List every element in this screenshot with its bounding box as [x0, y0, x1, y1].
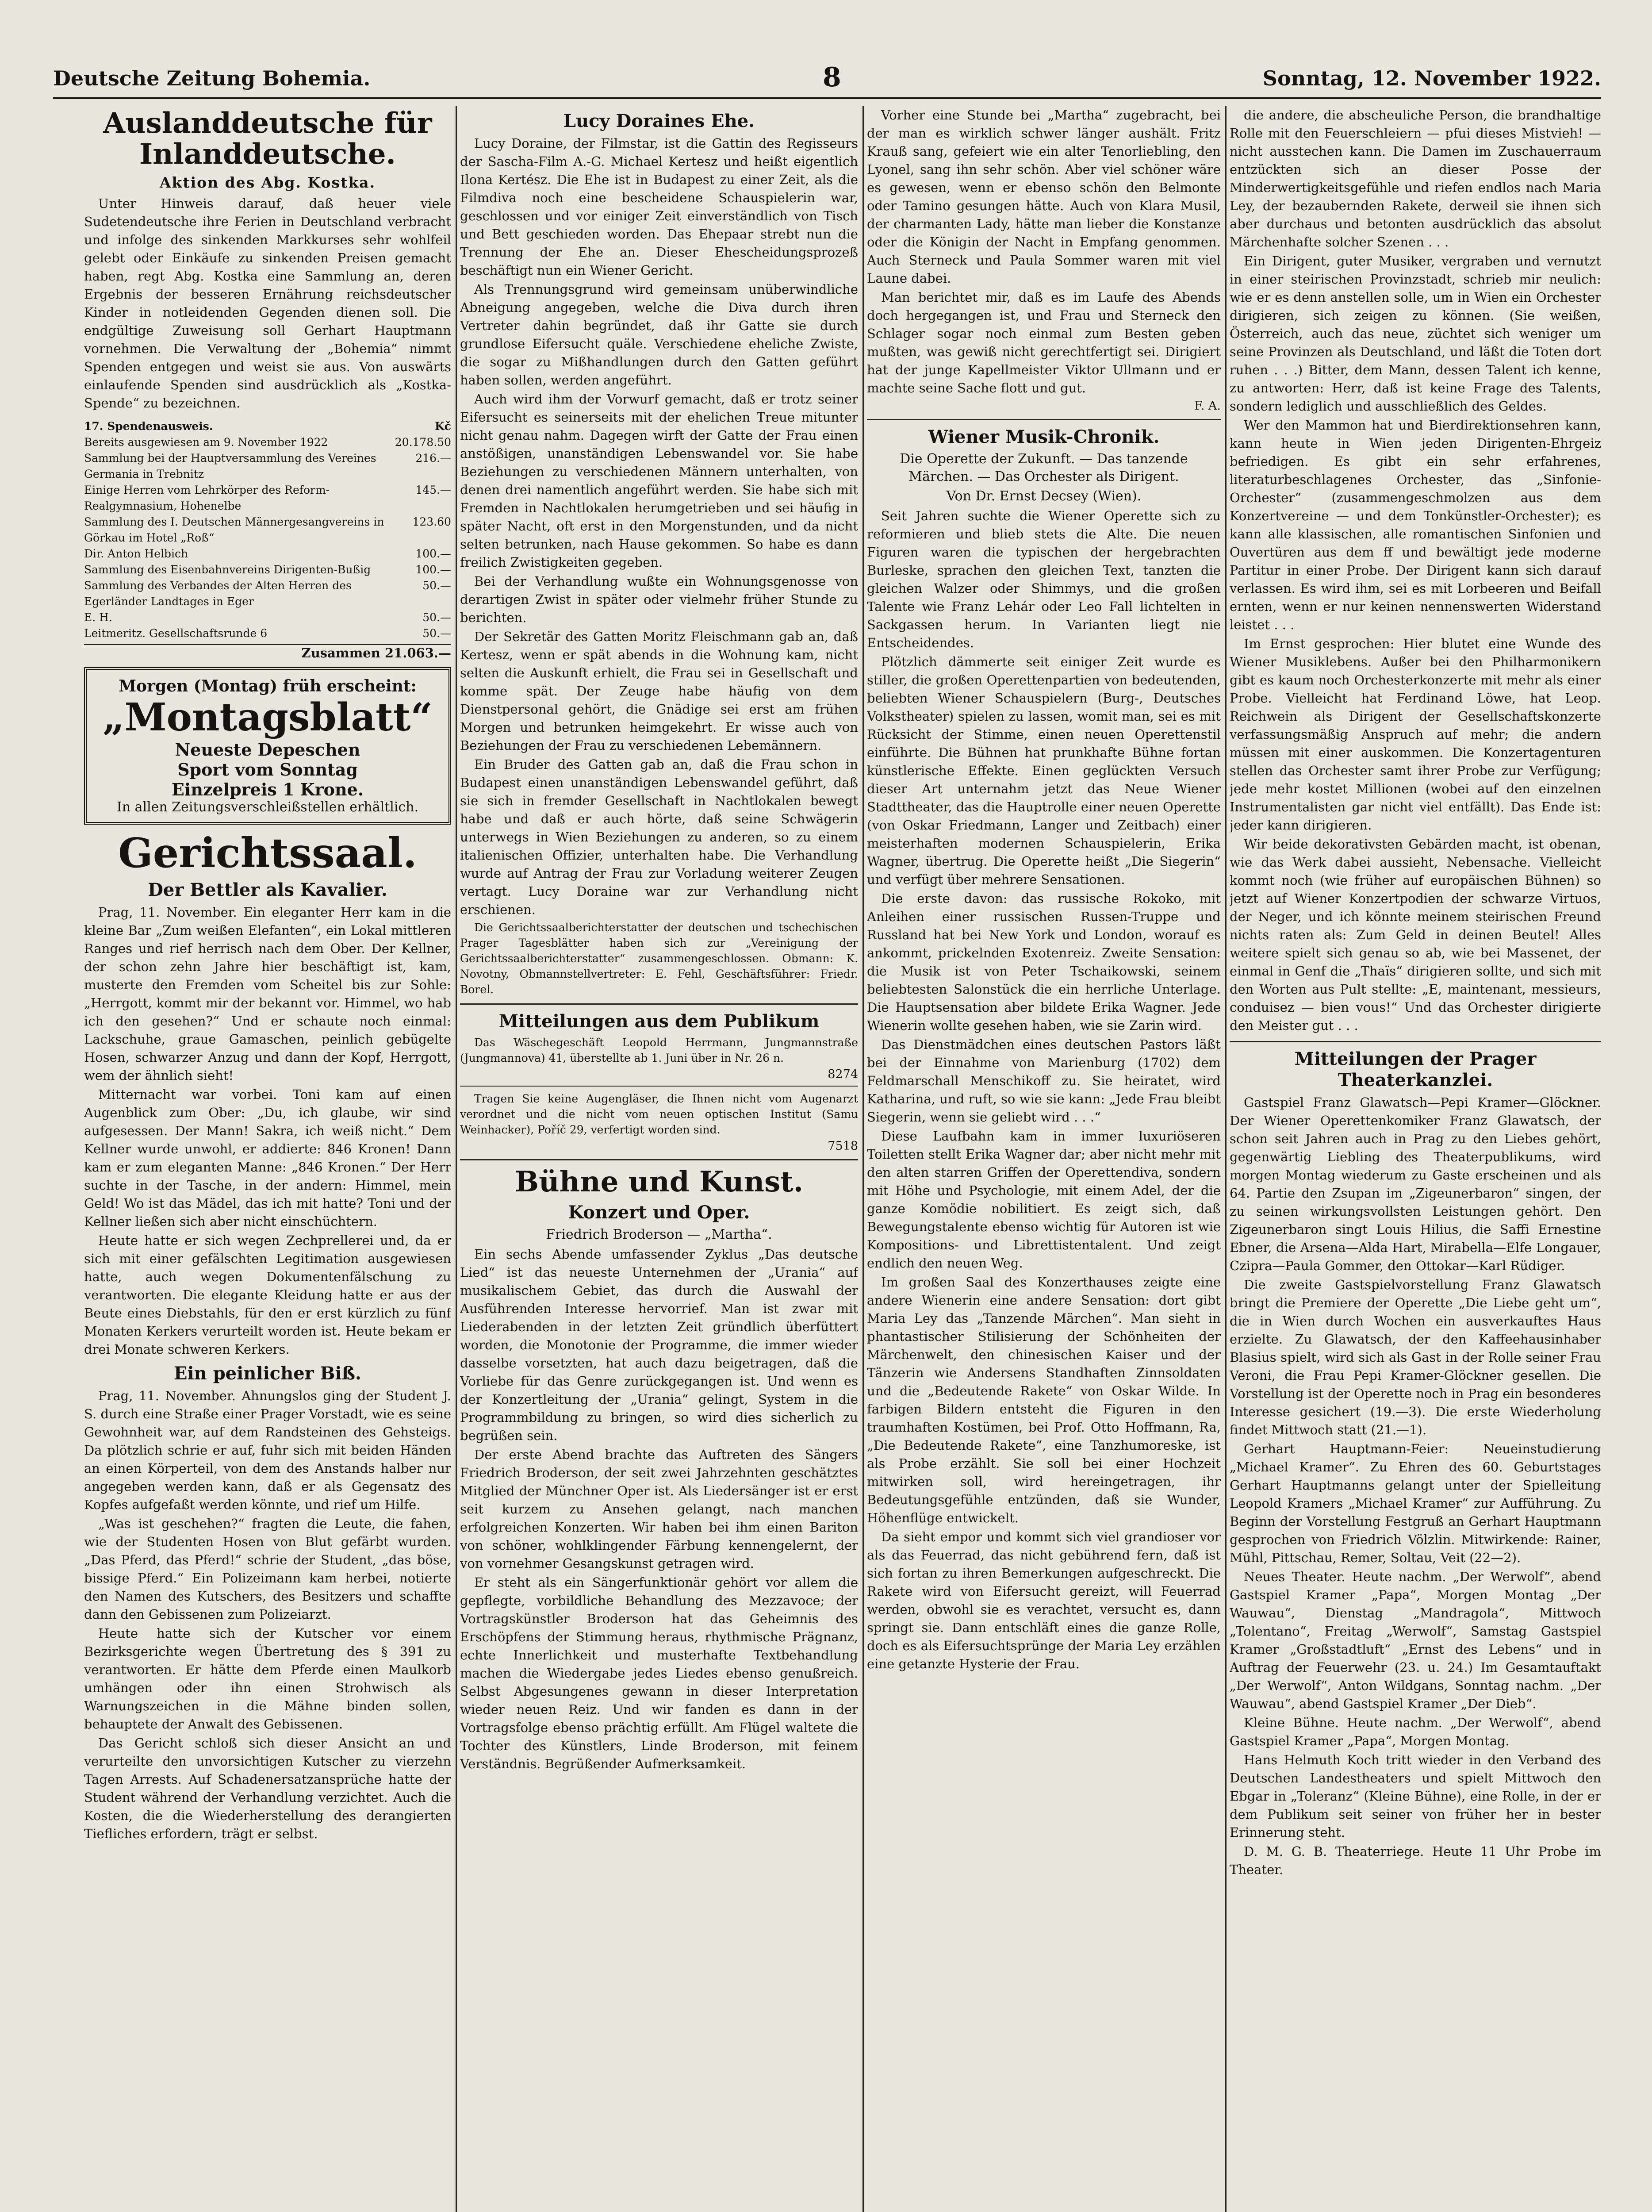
article-paragraph: Heute hatte er sich wegen Zechprellerei und, da er sich mit einer gefälschten Legitimation ausgewiesen hatte, auch wegen Dokumentenfälschung zu verantworten. Die elegante Kleidung hatte er aus der Beute eines Diebstahls, für den er erst kürzlich zu fünf Monaten Kerkers verurteilt worden ist. Heute bekam er drei Monate schweren Kerkers. — [84, 1233, 451, 1357]
article-subtitle: Die Operette der Zukunft. — Das tanzende Märchen. — Das Orchester als Dirigent. — [900, 451, 1188, 484]
column-1 — [84, 106, 451, 2212]
article-paragraph: Das Gericht schloß sich dieser Ansicht an und verurteilte den unvorsichtigen Kutscher zu vierzehn Tagen Arrests. Auf Schadenersatzansprüche hatte der Student während der Verhandlung verzichtet. Auch die Kosten, die die Wiederherstellung des derangierten Tiefliches erfordern, trägt er selbst. — [84, 1736, 451, 1841]
classified-text: Das Wäschegeschäft Leopold Herrmann, Jungmannstraße (Jungmannova) 41, überstellte ab 1. Juni über in Nr. 26 n. — [460, 1036, 858, 1064]
donation-row: Einige Herren vom Lehrkörper des Reform-Realgymnasium, Hohenelbe 145.— — [84, 484, 451, 512]
column-2 — [460, 106, 858, 2212]
column-3 — [867, 106, 1221, 2212]
article-author: Von Dr. Ernst Decsey (Wien). — [946, 488, 1142, 504]
article-paragraph: Das Dienstmädchen eines deutschen Pastors läßt bei der Einnahme von Marienburg (1702) dem Feldmarschall Menschikoff zu. Sie heiratet, wird Katharina, und ruft, so wie sie kann: „Jede Frau bleibt Siegerin, wenn sie geliebt wird . . .“ — [867, 1037, 1221, 1125]
donation-list — [84, 419, 451, 661]
classified-number: 7518 — [828, 1139, 858, 1153]
article-paragraph: Prag, 11. November. Ein eleganter Herr kam in die kleine Bar „Zum weißen Elefanten“, ein Lokal mittleren Ranges und rief herrisch nach dem Ober. Der Kellner, der schon zehn Jahre hier beschäftigt ist, kam, musterte den Fremden vom Scheitel bis zur Sohle: „Herrgott, kommt mir der bekannt vor. Himmel, wo hab ich den gesehen?“ Und er schaute noch einmal: Lackschuhe, graue Gamaschen, peinlich gebügelte Hosen, schwarzer Anzug und dann der Kopf, Herrgott, wem der ähnlich sieht! — [84, 905, 451, 1083]
donation-row: Bereits ausgewiesen am 9. November 1922 20.178.50 — [84, 436, 451, 449]
donation-list-title: 17. Spendenausweis. — [84, 420, 213, 433]
article-paragraph: Plötzlich dämmerte seit einiger Zeit wurde es stiller, die großen Operettenpartien von bedeutenden, beliebten Wiener Schauspielern (Burg-, Deutsches Volkstheater) spielen zu lassen, womit man, sei es mit Rücksicht der Stimme, einen neuen Operettenstil einführte. Die Bühnen hat prunkhafte Bühne fortan künstlerische Effekte. Einen geglückten Versuch dieser Art unternahm jetzt das Neue Wiener Stadttheater, das die Hauptrolle einer neuen Operette (von Oskar Friedmann, Langer und Zeitbach) einer meisterhaften modernen Schauspielerin, Erika Wagner, übertrug. Die Operette heißt „Die Siegerin“ und verfügt über mehrere Sensationen. — [867, 654, 1221, 887]
montagsblatt-advertisement — [84, 667, 451, 825]
page-number: 8 — [823, 62, 841, 93]
donation-row: Sammlung des Eisenbahnvereins Dirigenten-Bußig 100.— — [84, 563, 451, 576]
article-title: Wiener Musik-Chronik. — [928, 426, 1160, 447]
issue-date: Sonntag, 12. November 1922. — [1262, 66, 1601, 90]
article-paragraph: Er steht als ein Sängerfunktionär gehört vor allem die gepflegte, vorbildliche Behandlung des Mezzavoce; der Vortragskünstler Broderson hat das Geheimnis des Erschöpfens der Stimmung heraus, rhythmische Prägnanz, echte Innerlichkeit und musterhafte Textbehandlung machen die Wiedergabe jedes Liedes ebenso genußreich. Selbst Abgesungenes gewann in dieser Interpretation wieder neuen Reiz. Und wir fanden es dann in der Vortragsfolge ebenso prächtig erfüllt. Am Flügel waltete die Tochter des Künstlers, Linde Broderson, mit feinem Verständnis. Begrüßender Aufmerksamkeit. — [460, 1575, 858, 1771]
section-divider — [460, 1003, 858, 1005]
article-paragraph: Da sieht empor und kommt sich viel grandioser vor als das Feuerrad, das nicht gebührend fern, daß ist sich fortan zu ihren Bemerkungen aufgeschreckt. Die Rakete wird von Eifersucht gereizt, will Feuerrad werden, obwohl sie es verachtet, versucht es, dann springt sie. Dann entschläft eines die ganze Rolle, doch es als Eifersuchtsprünge der Maria Ley erzählen eine getanzte Hysterie der Frau. — [867, 1529, 1221, 1671]
article-paragraph: Diese Laufbahn kam in immer luxuriöseren Toiletten stellt Erika Wagner dar; aber nicht mehr mit den alten starren Griffen der Operettendiva, sondern mit Höhe und Psychologie, mit einem Adel, der die ganze Komödie nobilitiert. Es zeigt sich, daß Bewegungstalente ebenso wichtig für Autoren ist wie Kompositions- und Librettistentalent. Und zeigt endlich den neuen Weg. — [867, 1129, 1221, 1271]
article-paragraph: Seit Jahren suchte die Wiener Operette sich zu reformieren und blieb stets die Alte. Die neuen Figuren waren die typischen der hergebrachten Burleske, sprachen den gleichen Text, tanzten die gleichen Walzer oder Shimmys, und die großen Talente wie Franz Lehár oder Leo Fall lichtelten in Sackgassen herum. In Varianten liegt nie Entscheidendes. — [867, 508, 1221, 650]
masthead — [53, 62, 1601, 99]
article-paragraph: Hans Helmuth Koch tritt wieder in den Verband des Deutschen Landestheaters und spielt Mittwoch den Ebgar in „Toleranz“ (Kleine Bühne), eine Rolle, in der er dem Publikum seit seiner von früher her in bester Erinnerung steht. — [1230, 1752, 1601, 1840]
classified-number: 8274 — [828, 1068, 858, 1081]
donation-row: Dir. Anton Helbich 100.— — [84, 547, 451, 560]
donation-row: Leitmeritz. Gesellschaftsrunde 6 50.— — [84, 627, 451, 640]
article-paragraph: Ein Dirigent, guter Musiker, vergraben und vernutzt in einer steirischen Provinzstadt, schrieb mir neulich: wie er es denn anstellen solle, um in Wien ein Orchester dirigieren, sich zeigen zu können. (Sie weißen, Österreich, auch das neue, züchtet sich weniger um seine Provinzen als Deutschland, und läßt die Toten dort ruhen . . .) Bitter, dem Mann, dessen Talent ich kenne, zu antworten: Herr, daß ist keine Frage des Talents, sondern lediglich und ausschließlich des Geldes. — [1230, 253, 1601, 414]
article-subtitle: Friedrich Broderson — „Martha“. — [546, 1227, 772, 1242]
article-paragraph: Die zweite Gastspielvorstellung Franz Glawatsch bringt die Premiere der Operette „Die Liebe geht um“, die in Wien durch Wochen ein ausverkauftes Haus erzielte. Zu Glawatsch, der den Kaffeehausinhaber Blasius spielt, wird sich als Gast in der Rolle seiner Frau Veroni, die Frau Pepi Kramer-Glöckner gesellen. Die Vorstellung ist der Operette noch in Prag ein besonderes Interesse gesichert (19.—3). Die erste Wiederholung findet Mittwoch statt (21.—1). — [1230, 1277, 1601, 1437]
article-paragraph: Im großen Saal des Konzerthauses zeigte eine andere Wienerin eine andere Sensation: dort gibt Maria Ley das „Tanzende Märchen“. Man sieht in phantastischer Stilisierung der Schönheiten der Märchenwelt, den chinesischen Kaiser und der Tänzerin wie Andersens Standhaften Zinnsoldaten und die „Bedeutende Rakete“ von Oskar Wilde. In farbigen Bildern entsteht die Figuren in den traumhaften Kostümen, bei Prof. Otto Hoffmann, Ra, „Die Bedeutende Rakete“, eine Tanzhumoreske, ist als Probe erzählt. Sie soll bei einer Hochzeit mitwirken soll, wird hereingetragen, ihr Bedeutungsgefühle entzünden, daß sie Wunder, Höhenflüge entwickelt. — [867, 1275, 1221, 1525]
author-signature: F. A. — [1194, 399, 1221, 413]
donation-row: Sammlung des Verbandes der Alten Herren des Egerländer Landtages in Eger 50.— — [84, 579, 451, 608]
ad-line: Morgen (Montag) früh erscheint: — [119, 677, 417, 695]
article-paragraph: Die erste davon: das russische Rokoko, mit Anleihen einer russischen Russen-Truppe und Russland hat bei New York und London, worauf es ankommt, prickelnden Exotenreiz. Zweite Sensation: die Musik ist von Peter Tschaikowski, seinem beliebtesten Salonstück die ein herrliche Unterlage. Die Hauptsensation aber bildete Erika Wagner. Jede Wienerin wollte gesehen haben, wie sie Zarin wird. — [867, 891, 1221, 1033]
donation-row: Sammlung des I. Deutschen Männergesangvereins in Görkau im Hotel „Roß“ 123.60 — [84, 515, 451, 544]
article-title: Der Bettler als Kavalier. — [148, 879, 387, 900]
article-paragraph: Der erste Abend brachte das Auftreten des Sängers Friedrich Broderson, der seit zwei Jahrzehnten geschätztes Mitglied der Münchner Oper ist. Als Liedersänger ist er erst seit kurzem zu Ansehen gelangt, nach manchen erfolgreichen Konzerten. Wir haben bei ihm einen Bariton von schöner, wohlklingender Färbung kennengelernt, der von vornehmer Gesangskunst getragen wird. — [460, 1447, 858, 1571]
classified-text: Tragen Sie keine Augengläser, die Ihnen nicht vom Augenarzt verordnet und die nicht vom neuen optischen Institut (Samu Weinhacker), Poříč 29, verfertigt worden sind. — [460, 1092, 858, 1136]
section-title: Gerichtssaal. — [118, 829, 417, 877]
article-paragraph: Der Sekretär des Gatten Moritz Fleischmann gab an, daß Kertesz, wenn er spät abends in die Wohnung kam, nicht selten die Auskunft erhielt, die Frau sei in Gesellschaft und komme spät. Der Zeuge habe häufig von dem Dienstpersonal gehört, die Gnädige sei erst am frühen Morgen und betrunken heimgekehrt. Er wisse auch von Beziehungen der Frau zu verschiedenen Lebemännern. — [460, 629, 858, 753]
ad-line: In allen Zeitungsverschleißstellen erhältlich. — [116, 799, 419, 815]
newspaper-name: Deutsche Zeitung Bohemia. — [53, 66, 371, 90]
article-paragraph: Wer den Mammon hat und Bierdirektionsehren kann, kann heute in Wien jeden Dirigenten-Ehrgeiz befriedigen. Es gibt ein sehr erfahrenes, literaturbeschlagenes Orchester, das „Sinfonie-Orchester“ (zusammengeschmolzen aus dem Konzertvereine — und dem Tonkünstler-Orchester); es kann alle klassischen, alle romantischen Sinfonien und Ouvertüren aus dem ff und bewältigt jede moderne Partitur in einer Probe. Der Dirigent kann sich darauf verlassen. Es wird ihm, sei es mit Lorbeeren und Beifall ernten, wenn er nur keinen nennenswerten Widerstand leistet . . . — [1230, 418, 1601, 632]
article-paragraph: Gastspiel Franz Glawatsch—Pepi Kramer—Glöckner. Der Wiener Operettenkomiker Franz Glawatsch, der schon seit Jahren auch in Prag zu den Liebes gehört, gegenwärtig Liebling des Theaterpublikums, wird morgen Montag wiederum zu Gaste erscheinen und als 64. Partie den Zsupan im „Zigeunerbaron“ singen, der zu seinen wirkungsvollsten Leistungen gehört. Den Zigeunerbaron singt Louis Hilius, die Saffi Ernestine Ebner, die Arsena—Alda Hart, Mirabella—Elfe Longauer, Czipra—Paula Gommer, den Ottokar—Karl Rüdiger. — [1230, 1095, 1601, 1273]
donation-row: E. H. 50.— — [84, 611, 451, 624]
ad-headline: „Montagsblatt“ — [103, 695, 433, 740]
article-paragraph: Ein Bruder des Gatten gab an, daß die Frau schon in Budapest einen unanständigen Lebenswandel geführt, daß sie sich in fremder Gesellschaft in Nachtlokalen bewegt habe und daß er auch hörte, daß seine Schwägerin unterwegs in Wien Beziehungen zu anderen, so zu einem italienischen Offizier, unterhalten habe. Die Verhandlung wurde auf Antrag der Frau zur Vorladung weiterer Zeugen vertagt. Lucy Doraine war zur Verhandlung nicht erschienen. — [460, 757, 858, 917]
article-paragraph: Lucy Doraine, der Filmstar, ist die Gattin des Regisseurs der Sascha-Film A.-G. Michael Kertesz und heißt eigentlich Ilona Kertész. Die Ehe ist in Budapest zu einer Zeit, als die Filmdiva noch eine bescheidene Schauspielerin war, geschlossen und vor einiger Zeit einverständlich von Tisch und Bett geschieden worden. Das Ehepaar strebt nun die Trennung der Ehe an. Dieser Ehescheidungsprozeß beschäftigt nun ein Wiener Gericht. — [460, 136, 858, 278]
section-title: Bühne und Kunst. — [515, 1165, 803, 1198]
notice-paragraph: Die Gerichtssaalberichterstatter der deutschen und tschechischen Prager Tagesblätter haben sich zur „Vereinigung der Gerichtssaalberichterstatter“ zusammengeschlossen. Obmann: K. Novotny, Obmannstellvertreter: E. Fehl, Geschäftsführer: Friedr. Borel. — [460, 921, 858, 996]
donation-unit: Kč — [435, 420, 451, 433]
ad-line: Neueste Depeschen — [175, 740, 360, 760]
article-paragraph: Heute hatte sich der Kutscher vor einem Bezirksgerichte wegen Übertretung des § 391 zu verantworten. Er hätte dem Pferde einen Maulkorb umhängen oder ihn einen Strohwisch als Warnungszeichen in die Mähne binden sollen, behauptete der Anwalt des Gebissenen. — [84, 1626, 451, 1732]
column-rule — [456, 106, 457, 2212]
article-title: Konzert und Oper. — [568, 1202, 750, 1223]
article-paragraph: Man berichtet mir, daß es im Laufe des Abends doch hergegangen ist, und Frau und Sterneck den Schlager sogar noch einmal zum Besten geben mußten, was gewiß nicht gerechtfertigt sei. Dirigiert hat der junge Kapellmeister Viktor Ullmann und er machte seine Sache flott und gut. — [867, 290, 1221, 396]
article-paragraph: D. M. G. B. Theaterriege. Heute 11 Uhr Probe im Theater. — [1230, 1844, 1601, 1877]
section-divider — [867, 419, 1221, 420]
article-paragraph: Mitternacht war vorbei. Toni kam auf einen Augenblick zum Ober: „Du, ich glaube, wir sind aufgesessen. Der Mann! Sakra, ich weiß nicht.“ Dem Kellner wurde unwohl, er addierte: 846 Kronen! Dann kam er zum eleganten Manne: „846 Kronen.“ Der Herr suchte in der Tasche, in der andern: Himmel, mein Geld! Wo ist das Mädel, das ich mit hatte? Toni und der Kellner ließen sich aber nicht einschüchtern. — [84, 1087, 451, 1229]
column-4 — [1230, 106, 1601, 2212]
article-title: Auslanddeutsche für Inlanddeutsche. — [103, 107, 432, 171]
section-divider — [460, 1086, 858, 1087]
article-title: Lucy Doraines Ehe. — [563, 111, 755, 131]
ad-price: Einzelpreis 1 Krone. — [171, 780, 364, 799]
article-paragraph: Gerhart Hauptmann-Feier: Neueinstudierung „Michael Kramer“. Zu Ehren des 60. Geburtstages Gerhart Hauptmanns gelangt unter der Spielleitung Leopold Kramers „Michael Kramer“ zur Aufführung. Zu Beginn der Vorstellung Festgruß an Gerhart Hauptmann gesprochen von Friedrich Völzlin. Mitwirkende: Rainer, Mühl, Pittschau, Remer, Soltau, Veit (22—2). — [1230, 1441, 1601, 1565]
article-subtitle: Aktion des Abg. Kostka. — [159, 174, 376, 191]
article-paragraph: „Was ist geschehen?“ fragten die Leute, die fahen, wie der Studenten Hosen von Blut gefärbt wurden. „Das Pferd, das Pferd!“ schrie der Student, „das böse, bissige Pferd.“ Ein Polizeimann kam herbei, notierte den Namen des Kutschers, des Besitzers und schaffte dann den Gebissenen zum Polizeiarzt. — [84, 1516, 451, 1622]
article-paragraph: Wir beide dekorativsten Gebärden macht, ist obenan, wie das Werk dabei aussieht, Nebensache. Vielleicht kommt noch (wie früher auf europäischen Bühnen) so jetzt auf Wiener Konzertpodien der schwarze Virtuos, der Neger, und ich könnte meinem steirischen Freund nichts raten als: Zum Geld in deinen Beutel! Alles weitere spielt sich genau so ab, wie bei Massenet, der einmal in Genf die „Thaïs“ dirigieren sollte, und sich mit den Worten aus Pult stellte: „E, maintenant, messieurs, conduisez — bien vous!“ Und das Orchester dirigierte den Meister gut . . . — [1230, 837, 1601, 1033]
article-paragraph: Kleine Bühne. Heute nachm. „Der Werwolf“, abend Gastspiel Kramer „Papa“, Morgen Montag. — [1230, 1715, 1601, 1748]
column-rule — [862, 106, 864, 2212]
section-divider — [1230, 1041, 1601, 1042]
article-paragraph: Ein sechs Abende umfassender Zyklus „Das deutsche Lied“ ist das neueste Unternehmen der „Urania“ auf musikalischem Gebiet, das durch die Auswahl der Ausführenden Interesse hervorrief. Man ist zwar mit Liederabenden in der letzten Zeit gründlich überfüttert worden, die Monotonie der Programme, die immer wieder dasselbe vorsetzten, hat auch dazu beigetragen, daß die Vorliebe für das Genre zurückgegangen ist. Und wenn es der Konzertleitung der „Urania“ gelingt, System in die Programmbildung zu bringen, so wird dies sicherlich zu begrüßen sein. — [460, 1247, 858, 1443]
article-paragraph: Vorher eine Stunde bei „Martha“ zugebracht, bei der man es wirklich schwer länger aushält. Fritz Krauß sang, gefeiert wie ein alter Tenorliebling, den Lyonel, sang ihn sehr schön. Aber viel schöner wäre es gewesen, wenn er ebenso schön den Belmonte oder Tamino gesungen hätte. Auch von Klara Musil, der charmanten Lady, hätte man lieber die Konstanze oder die Königin der Nacht in Empfang genommen. Auch Sterneck und Paula Sommer waren mit viel Laune dabei. — [867, 108, 1221, 286]
article-paragraph: Bei der Verhandlung wußte ein Wohnungsgenosse von derartigen Zwist in später oder vielmehr früher Stunde zu berichten. — [460, 574, 858, 625]
article-title: Ein peinlicher Biß. — [174, 1363, 361, 1384]
article-paragraph: Auch wird ihm der Vorwurf gemacht, daß er trotz seiner Eifersucht es seinerseits mit der ehelichen Treue mitunter nicht genau nahm. Dagegen wirft der Gatte der Frau einen anstößigen, unanständigen Lebenswandel vor. Sie habe Beziehungen zu verschiedenen Männern unterhalten, von denen drei namentlich angeführt werden. Sie habe sich mit Fremden in Nachtlokalen herumgetrieben und sei häufig in später Nacht, oft erst in den Morgenstunden, und da nicht selten betrunken, nach Hause gekommen. So habe es dann freilich Zwistigkeiten gegeben. — [460, 392, 858, 570]
article-paragraph: Unter Hinweis darauf, daß heuer viele Sudetendeutsche ihre Ferien in Deutschland verbracht und infolge des sinkenden Markkurses sehr wohlfeil gelebt oder Einkäufe zu sinkenden Preisen gemacht haben, regt Abg. Kostka eine Sammlung an, deren Ergebnis der besseren Ernährung reichsdeutscher Kinder in notleidenden Gegenden dienen soll. Die endgültige Zuweisung soll Gerhart Hauptmann vornehmen. Die Verwaltung der „Bohemia“ nimmt Spenden entgegen und weist sie aus. Von auswärts einlaufende Spenden sind ausdrücklich als „Kostka-Spende“ zu bezeichnen. — [84, 196, 451, 411]
section-divider — [460, 1159, 858, 1160]
article-paragraph: die andere, die abscheuliche Person, die brandhaltige Rolle mit den Feuerschleiern — pfui dieses Mistvieh! — nicht ausstechen kann. Die Damen im Zuschauerraum entzückten sich an dieser Posse der Minderwertigkeitsgefühle und riefen endlos nach Maria Ley, der bezaubernden Rakete, derweil sie ihnen sich aber durchaus und betonten ausdrücklich das absolut Märchenhafte solcher Szenen . . . — [1230, 108, 1601, 250]
donation-total: Zusammen 21.063.— — [84, 644, 451, 661]
section-title: Mitteilungen aus dem Publikum — [498, 1011, 820, 1032]
ad-line: Sport vom Sonntag — [177, 760, 358, 780]
column-rule — [1225, 106, 1227, 2212]
section-title: Mitteilungen der Prager Theaterkanzlei. — [1294, 1048, 1537, 1091]
article-paragraph: Als Trennungsgrund wird gemeinsam unüberwindliche Abneigung angegeben, welche die Diva durch ihren Vertreter dahin begründet, daß ihr Gatte sie durch grundlose Eifersucht quäle. Verschiedene eheliche Zwiste, die sogar zu Mißhandlungen durch den Gatten geführt haben sollen, werden angeführt. — [460, 282, 858, 388]
article-paragraph: Prag, 11. November. Ahnungslos ging der Student J. S. durch eine Straße einer Prager Vorstadt, wie es seine Gewohnheit war, auf dem Randsteinen des Gehsteigs. Da plötzlich schrie er auf, fuhr sich mit beiden Händen an einen Körperteil, von dem des Anstands halber nur angegeben werden kann, daß er als Gegensatz des Kopfes aufgefaßt werden könnte, und rief um Hilfe. — [84, 1388, 451, 1512]
donation-row: Sammlung bei der Hauptversammlung des Vereines Germania in Trebnitz 216.— — [84, 452, 451, 480]
article-paragraph: Im Ernst gesprochen: Hier blutet eine Wunde des Wiener Musiklebens. Außer bei den Philharmonikern gibt es kaum noch Orchesterkonzerte mit mehr als einer Probe. Vielleicht hat Ferdinand Löwe, hat Leop. Reichwein als Dirigent der Gesellschaftskonzerte verfassungsmäßig Anspruch auf mehr; die andern müssen mit einer auskommen. Die Konzertagenturen stellen das Orchester samt ihrer Probe zur Verfügung; jede mehr kostet Millionen (wobei auf den einzelnen Instrumentalisten gar nicht viel entfällt). Das Ende ist: jeder kann dirigieren. — [1230, 636, 1601, 833]
article-paragraph: Neues Theater. Heute nachm. „Der Werwolf“, abend Gastspiel Kramer „Papa“, Morgen Montag „Der Wauwau“, Dienstag „Mandragola“, Mittwoch „Tolentano“, Freitag „Werwolf“, Samstag Gastspiel Kramer „Großstadtluft“ „Ernst des Lebens“ und in Auftrag der Feuerwehr (23. u. 24.) Im Gesamtauftakt „Der Werwolf“, Anton Wildgans, Sonntag nachm. „Der Wauwau“, abend Gastspiel Kramer „Der Dieb“. — [1230, 1569, 1601, 1711]
